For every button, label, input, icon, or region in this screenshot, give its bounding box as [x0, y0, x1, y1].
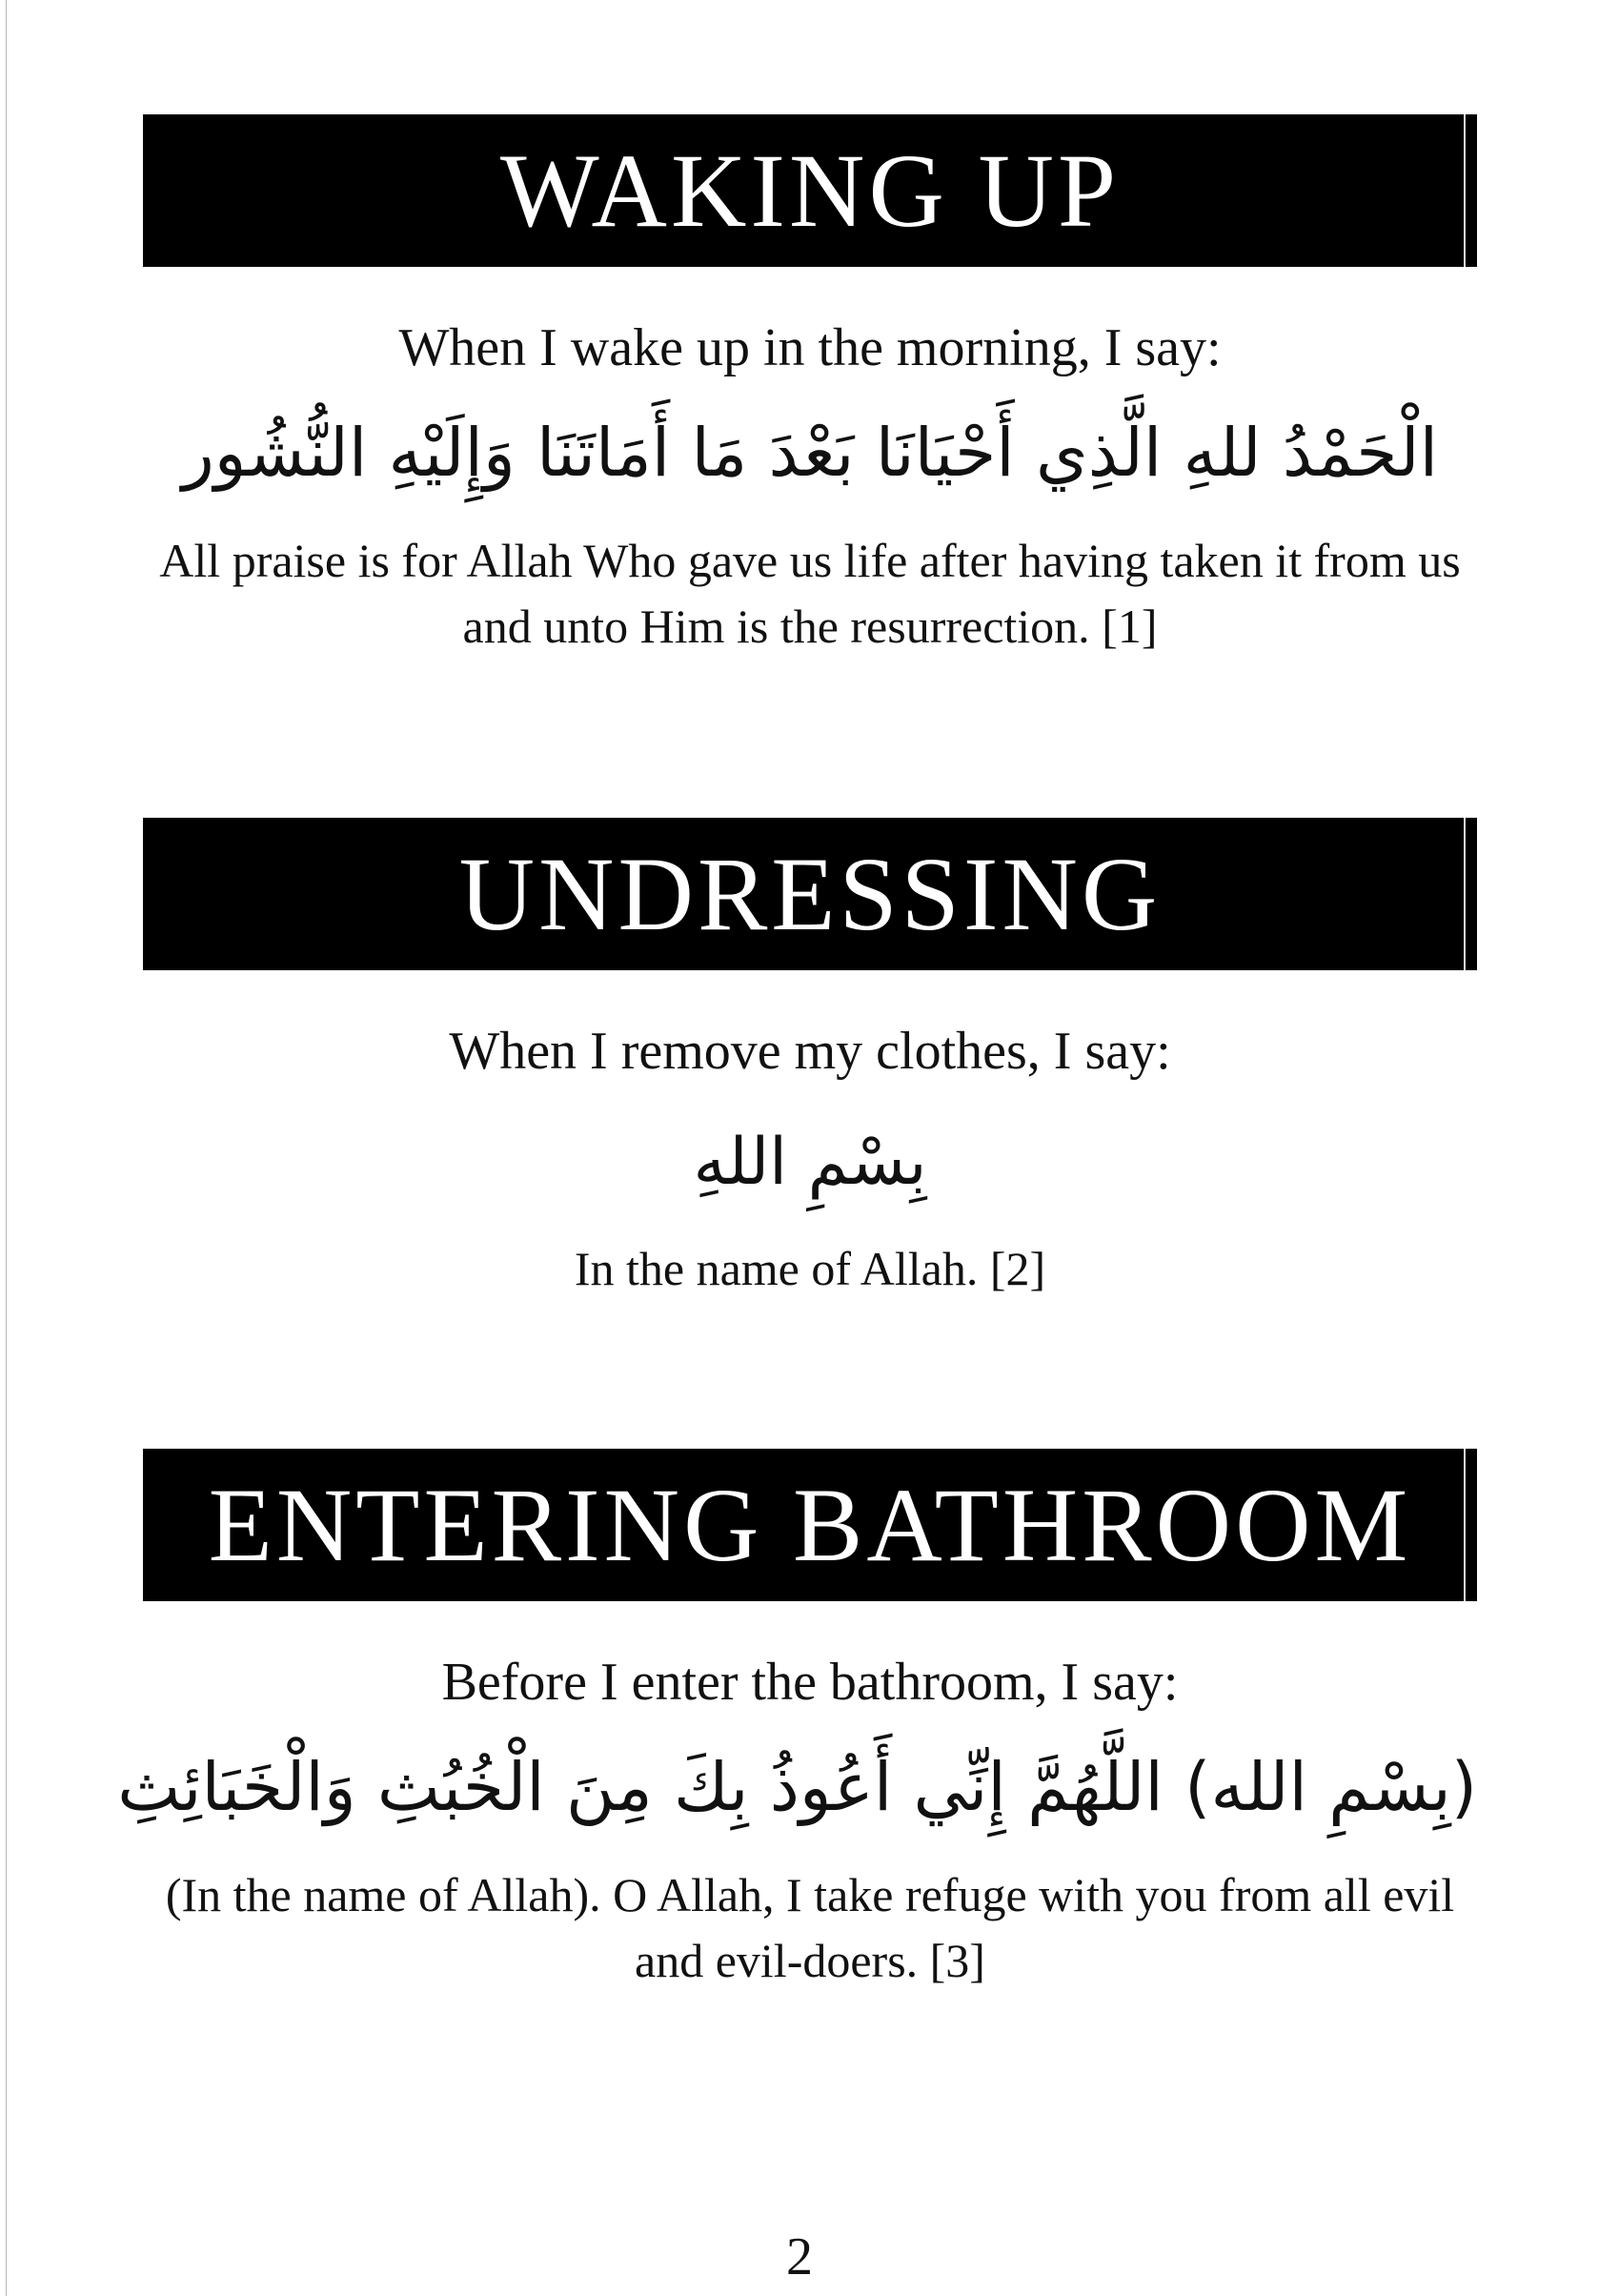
- section-intro: When I remove my clothes, I say:: [449, 1022, 1171, 1081]
- section-entering-bathroom: [117, 1449, 1477, 1994]
- section-intro: Before I enter the bathroom, I say:: [441, 1653, 1179, 1712]
- arabic-supplication: بِسْمِ اللهِ: [693, 1125, 927, 1201]
- banner-edge-mark: [1464, 1449, 1466, 1601]
- page-edge-line: [6, 0, 7, 2296]
- section-waking-up: [143, 114, 1477, 660]
- section-intro: When I wake up in the morning, I say:: [398, 318, 1222, 377]
- section-banner: [143, 1449, 1477, 1601]
- section-title: WAKING UP: [499, 132, 1121, 249]
- section-banner: [143, 114, 1477, 267]
- banner-edge-mark: [1464, 114, 1466, 267]
- section-banner: [143, 818, 1477, 970]
- arabic-supplication: الْحَمْدُ للهِ الَّذِي أَحْيَانَا بَعْدَ مَا أَمَاتَنَا وَإِلَيْهِ النُّشُور: [181, 414, 1439, 493]
- translation-text: In the name of Allah. [2]: [574, 1242, 1046, 1296]
- banner-edge-mark: [1464, 818, 1466, 970]
- section-title: ENTERING BATHROOM: [208, 1467, 1412, 1583]
- section-title: UNDRESSING: [458, 836, 1162, 952]
- translation-text: All praise is for Allah Who gave us life after having taken it from us and unto Him is the resurrection. [1]: [159, 534, 1461, 654]
- page-number: 2: [786, 2227, 813, 2286]
- section-undressing: [143, 818, 1477, 1302]
- arabic-supplication: (بِسْمِ الله) اللَّهُمَّ إِنِّي أَعُوذُ بِكَ مِنَ الْخُبُثِ وَالْخَبَائِثِ: [117, 1748, 1477, 1827]
- translation-text: (In the name of Allah). O Allah, I take refuge with you from all evil and evil-doers. [3]: [165, 1868, 1455, 1988]
